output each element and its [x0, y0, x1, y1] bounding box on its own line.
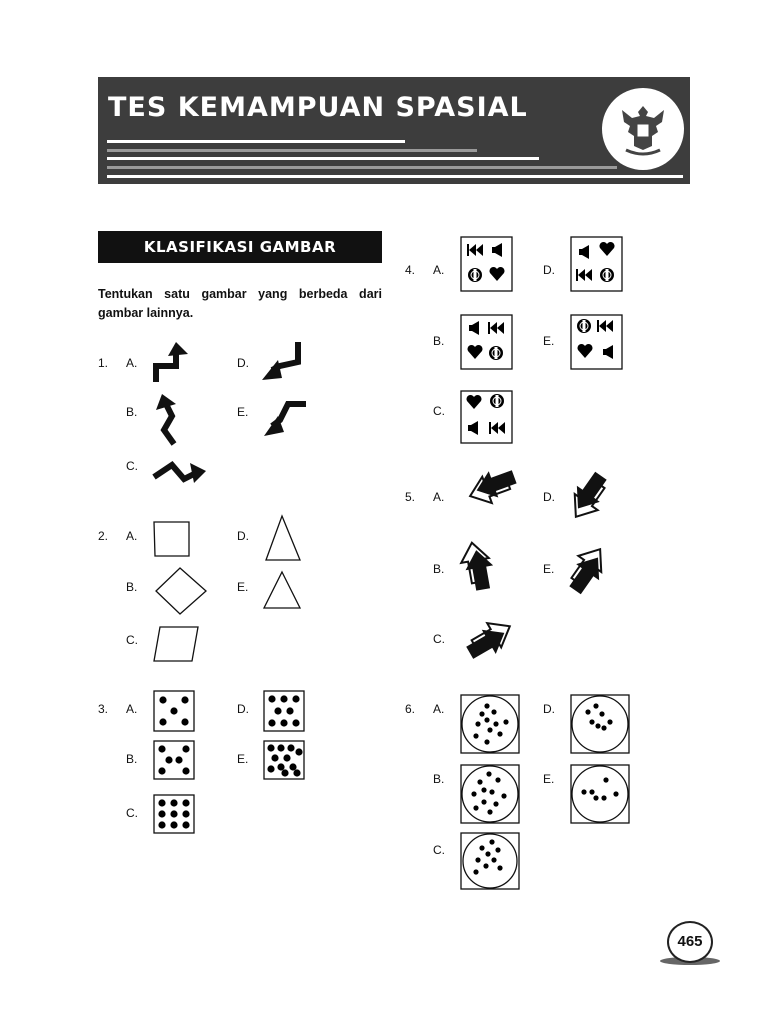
- option-label: E.: [543, 334, 555, 348]
- right-triangle-figure: [262, 514, 304, 562]
- square-figure: [152, 520, 192, 558]
- option-label: A.: [126, 529, 138, 543]
- header-line: [107, 140, 405, 143]
- option-label: A.: [433, 702, 445, 716]
- double-arrow-figure-b: [454, 532, 498, 600]
- bent-arrow-figure-b: [150, 394, 194, 448]
- symbol-box-figure-a: [460, 236, 513, 292]
- double-arrow-figure-a: [458, 462, 526, 506]
- double-arrow-figure-c: [456, 616, 524, 664]
- symbol-box-figure-e: [570, 314, 623, 370]
- section-title: KLASIFIKASI GAMBAR: [98, 231, 382, 263]
- circle-dots-figure-c: [460, 832, 520, 890]
- symbol-box-figure-d: [570, 236, 623, 292]
- option-label: B.: [433, 772, 445, 786]
- option-label: E.: [237, 752, 249, 766]
- page-number: 465: [667, 921, 713, 963]
- question-number: 4.: [405, 263, 416, 277]
- option-label: B.: [433, 334, 445, 348]
- option-label: C.: [126, 459, 138, 473]
- dot-box-figure-a: [153, 690, 195, 732]
- option-label: D.: [237, 702, 249, 716]
- header-line: [107, 166, 617, 169]
- dot-box-figure-b: [153, 740, 195, 780]
- double-arrow-figure-e: [562, 540, 614, 600]
- diamond-figure: [154, 566, 208, 616]
- bent-arrow-figure-a: [150, 342, 194, 386]
- option-label: D.: [543, 490, 555, 504]
- option-label: E.: [237, 580, 249, 594]
- header-line: [107, 157, 539, 160]
- option-label: C.: [433, 404, 445, 418]
- option-label: E.: [543, 562, 555, 576]
- bent-arrow-figure-d: [258, 340, 308, 384]
- option-label: B.: [126, 405, 138, 419]
- circle-dots-figure-a: [460, 694, 520, 754]
- dot-box-figure-d: [263, 690, 305, 732]
- page-title: TES KEMAMPUAN SPASIAL: [108, 92, 528, 123]
- symbol-box-figure-c: [460, 390, 513, 444]
- option-label: A.: [126, 356, 138, 370]
- circle-dots-figure-e: [570, 764, 630, 824]
- parallelogram-figure: [152, 625, 200, 663]
- dot-box-figure-e: [263, 740, 305, 780]
- option-label: C.: [433, 632, 445, 646]
- circle-dots-figure-d: [570, 694, 630, 754]
- question-number: 2.: [98, 529, 109, 543]
- option-label: D.: [543, 702, 555, 716]
- option-label: D.: [237, 529, 249, 543]
- option-label: A.: [126, 702, 138, 716]
- option-label: D.: [543, 263, 555, 277]
- dot-box-figure-c: [153, 794, 195, 834]
- triangle-figure: [262, 570, 304, 610]
- option-label: B.: [126, 580, 138, 594]
- bent-arrow-figure-c: [150, 455, 210, 489]
- option-label: B.: [433, 562, 445, 576]
- garuda-emblem-icon: [602, 88, 684, 170]
- option-label: C.: [433, 843, 445, 857]
- question-number: 1.: [98, 356, 109, 370]
- header-line: [107, 175, 683, 178]
- header-line: [107, 149, 477, 152]
- option-label: D.: [237, 356, 249, 370]
- option-label: B.: [126, 752, 138, 766]
- option-label: A.: [433, 490, 445, 504]
- option-label: A.: [433, 263, 445, 277]
- option-label: C.: [126, 806, 138, 820]
- symbol-box-figure-b: [460, 314, 513, 370]
- option-label: E.: [237, 405, 249, 419]
- option-label: E.: [543, 772, 555, 786]
- option-label: C.: [126, 633, 138, 647]
- question-number: 5.: [405, 490, 416, 504]
- question-number: 3.: [98, 702, 109, 716]
- bent-arrow-figure-e: [258, 396, 308, 440]
- double-arrow-figure-d: [562, 466, 614, 526]
- question-number: 6.: [405, 702, 416, 716]
- circle-dots-figure-b: [460, 764, 520, 824]
- instruction-text: Tentukan satu gambar yang berbeda dari gambar lainnya.: [98, 287, 382, 320]
